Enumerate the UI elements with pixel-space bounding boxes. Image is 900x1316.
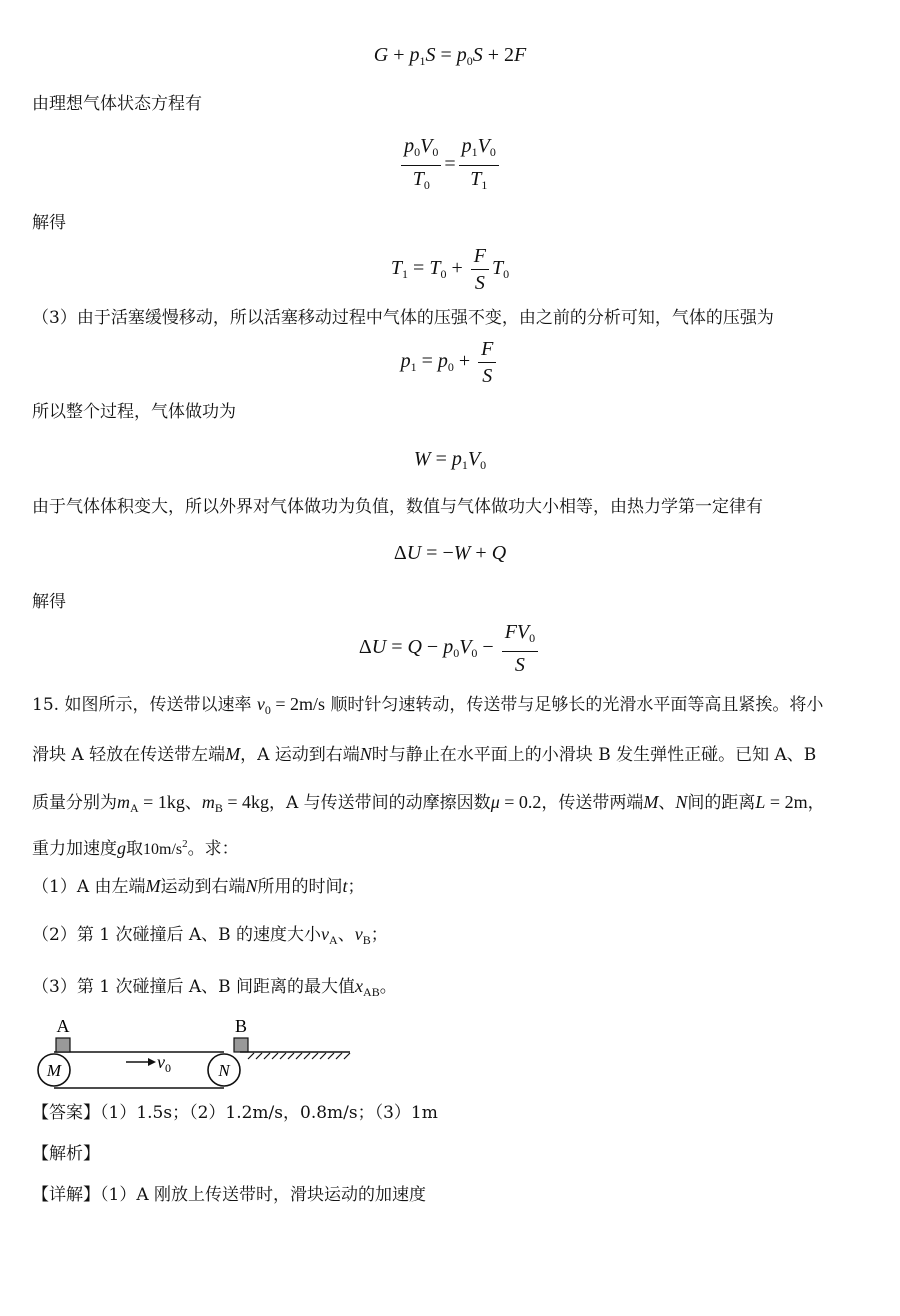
equation-first-law: ΔU = −W + Q (393, 542, 507, 564)
paragraph-jiede-1: 解得 (32, 213, 66, 233)
question-15-line-3: 质量分别为$m_A = 1kg$、$m_B = 4kg$，A 与传送带间的动摩擦因数μ = 0.2，传送带两端M、N间的距离L = 2m， (32, 792, 825, 815)
label-a: A (56, 1016, 70, 1036)
equation-t1: $T_1 = T_0$ + $\frac{F}{S}$ $T_0$ (390, 245, 510, 294)
analysis-label: 【解析】 (32, 1144, 100, 1164)
sub-question-2: （2）第 1 次碰撞后 A、B 的速度大小$v_A$、$v_B$； (32, 924, 388, 947)
detail-body: （1）A 刚放上传送带时，滑块运动的加速度 (100, 1185, 426, 1205)
detail-line (32, 1183, 870, 1207)
equation-work: $W = p_1V_0$ (413, 448, 487, 472)
answer-line (32, 1101, 870, 1125)
label-v0: $v_0$ (157, 1052, 171, 1075)
question-15-line-4: 重力加速度g取$10m/s^2$。求： (32, 838, 239, 859)
answer-label: 【答案】 (32, 1103, 100, 1123)
question-15-line-2: 滑块 A 轻放在传送带左端M，A 运动到右端N时与静止在水平面上的小滑块 B 发生弹性正碰。已知 A、B (32, 744, 817, 765)
label-n: N (218, 1061, 230, 1080)
paragraph-ideal-gas: 由理想气体状态方程有 (32, 94, 202, 114)
paragraph-first-law: 由于气体体积变大，所以外界对气体做功为负值，数值与气体做功大小相等，由热力学第一定律有 (32, 497, 763, 517)
ground-hatching (248, 1053, 350, 1059)
paragraph-jiede-2: 解得 (32, 592, 66, 612)
equation-force-balance: $G + p_1S = p_0S + 2F$ (373, 44, 527, 68)
answer-body: （1）1.5s；（2）1.2m/s，0.8m/s；（3）1m (100, 1103, 438, 1123)
equation-p1: $p_1 = p_0$ + $\frac{F}{S}$ (0, 337, 900, 388)
sub-question-1: （1）A 由左端M运动到右端N所用的时间t； (32, 876, 365, 897)
equation-delta-u: $\Delta U = Q - p_0V_0$ − $\frac{FV_0}{S}$ (0, 620, 900, 677)
question-number: 15. (32, 695, 60, 715)
detail-label: 【详解】 (32, 1185, 100, 1205)
question-15-line-1: 15. 如图所示，传送带以速率 $v_0 = 2m/s$ 顺时针匀速转动，传送带与足够长的光滑水平面等高且紧挨。将小 (32, 694, 824, 717)
label-m: M (46, 1061, 62, 1080)
paragraph-part3: （3）由于活塞缓慢移动，所以活塞移动过程中气体的压强不变，由之前的分析可知，气体的压强为 (32, 308, 774, 328)
velocity-arrow-head (148, 1058, 156, 1066)
block-a (56, 1038, 70, 1052)
block-b (234, 1038, 248, 1052)
paragraph-work: 所以整个过程，气体做功为 (32, 402, 236, 422)
equation-gas-state: $\frac{p_0V_0}{T_0}$ = $\frac{p_1V_0}{T_1}$ (0, 134, 900, 197)
sub-question-3: （3）第 1 次碰撞后 A、B 间距离的最大值$x_{AB}$。 (32, 976, 397, 999)
conveyor-belt-figure (30, 1010, 360, 1090)
label-b: B (234, 1016, 248, 1036)
